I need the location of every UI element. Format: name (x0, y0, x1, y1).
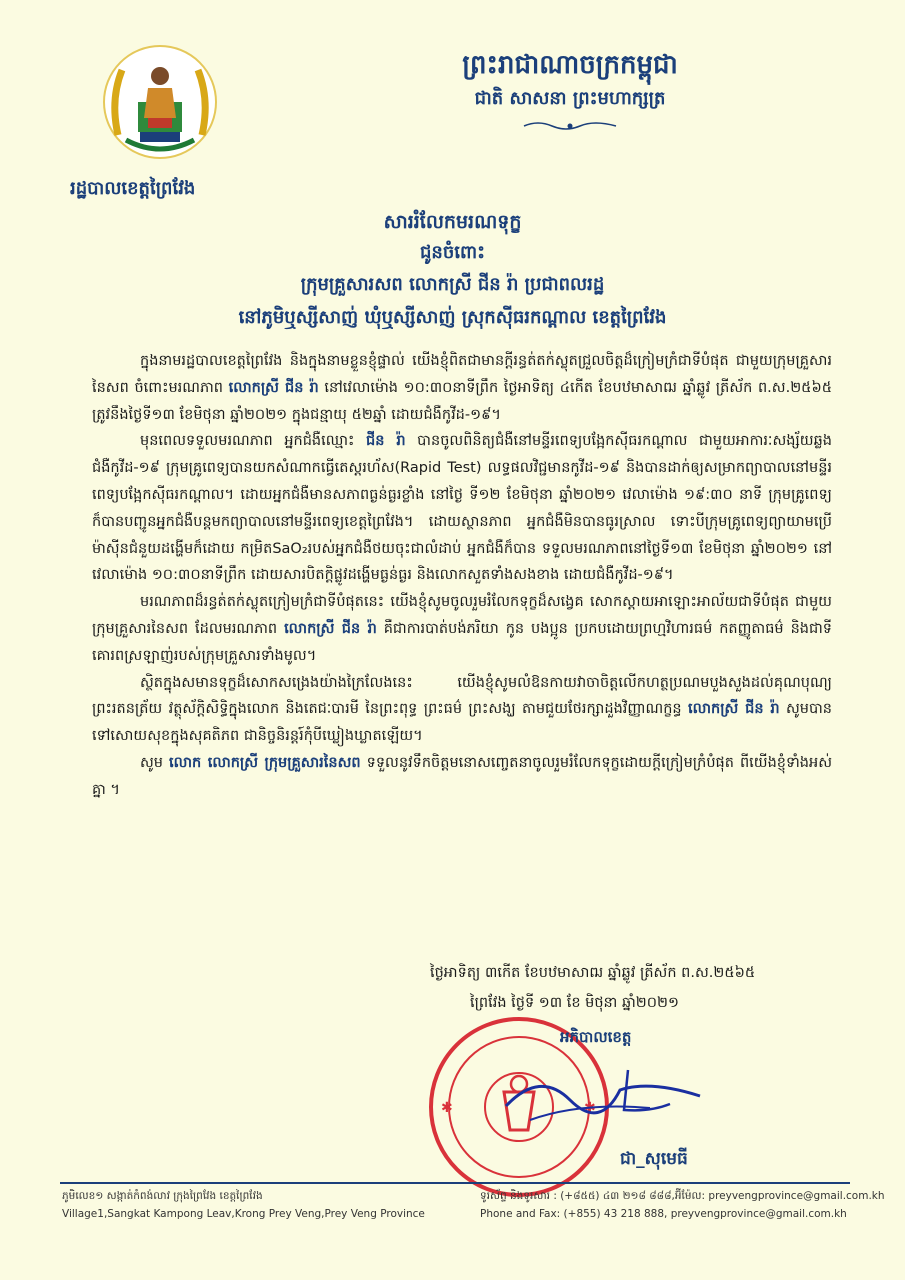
paragraph-3: មរណភាពដ៏រន្ធត់តក់ស្លុតក្រៀមក្រំជាទីបំផុតនេះ យើងខ្ញុំសូមចូលរួមរំលែកទុក្ខដ៏សង្វេគ សោកស្ដាយអាឡោះអាល័យជាទីបំផុត ជាមួយក្រុមគ្រួសារនៃសព ដែលមរណភាព លោកស្រី ជីន រ៉ា គឺជាការបាត់បង់ភរិយា កូន បងប្អូន ប្រកបដោយព្រហ្មវិហារធម៌ កតញ្ញូតាធម៌ និងជាទីគោរពស្រឡាញ់របស់ក្រុមគ្រួសារទាំងមូល។ (92, 594, 832, 664)
footer-divider (60, 1182, 850, 1184)
national-motto: ជាតិ សាសនា ព្រះមហាក្សត្រ (474, 88, 666, 109)
paragraph-1: ក្នុងនាមរដ្ឋបាលខេត្តព្រៃវែង និងក្នុងនាមខ្លួនខ្ញុំផ្ទាល់ យើងខ្ញុំពិតជាមានក្ដីរន្ធត់តក់ស្លុតជ្រួលចិត្តដ៏ក្រៀមក្រំជាទីបំផុត ជាមួយក្រុមគ្រួសារនៃសព ចំពោះមរណភាព លោកស្រី ជីន រ៉ា នៅវេលាម៉ោង ១០:៣០នាទីព្រឹក ថ្ងៃអាទិត្យ ៤កើត ខែបឋមាសាឍ ឆ្នាំឆ្លូវ ត្រីស័ក ព.ស.២៥៦៥ ត្រូវនឹងថ្ងៃទី១៣ ខែមិថុនា ឆ្នាំ២០២១ ក្នុងជន្មាយុ ៥២ឆ្នាំ ដោយជំងឺកូវីដ-១៩។ (92, 353, 832, 423)
svg-text:✱: ✱ (584, 1100, 596, 1116)
footer-address-en: Village1,Sangkat Kampong Leav,Krong Prey Veng,Prey Veng Province (62, 1208, 425, 1220)
handwritten-signature (500, 1050, 720, 1140)
deceased-name: លោកស្រី ជីន រ៉ា (284, 620, 377, 637)
footer-address-km: ភូមិលេខ១ សង្កាត់កំពង់លាវ ក្រុងព្រៃវែង ខេត្តព្រៃវែង (62, 1190, 263, 1202)
deceased-name: លោកស្រី ជីន រ៉ា (688, 701, 780, 718)
signer-name: ជា_សុមេធី (620, 1149, 688, 1169)
addressed-to-label: ជូនចំពោះ (419, 242, 486, 263)
kingdom-heading: ព្រះរាជាណាចក្រកម្ពុជា (462, 50, 678, 80)
footer-phone-en: Phone and Fax: (+855) 43 218 888, preyvengprovince@gmail.com.kh (480, 1208, 847, 1220)
solar-date: ព្រៃវែង ថ្ងៃទី ១៣ ខែ មិថុនា ឆ្នាំ២០២១ (470, 995, 679, 1011)
letter-body (92, 348, 832, 804)
deceased-name: ជីន រ៉ា (365, 433, 406, 450)
lunar-date: ថ្ងៃអាទិត្យ ៣កើត ខែបឋមាសាឍ ឆ្នាំឆ្លូវ ត្រីស័ក ព.ស.២៥៦៥ (430, 965, 756, 981)
svg-text:✱: ✱ (441, 1100, 453, 1116)
paragraph-5: សូម លោក លោកស្រី ក្រុមគ្រួសារនៃសព ទទួលនូវទឹកចិត្តមនោសញ្ចេតនាចូលរួមរំលែកទុក្ខដោយក្ដីក្រៀមក្រំបំផុត ពីយើងខ្ញុំទាំងអស់គ្នា ។ (92, 754, 833, 798)
footer-phone-km: ទូរស័ព្ទ និងទូរសារ : (+៨៥៥) ៤៣ ២១៨ ៨៨៨,អ៊ីម៉ែល: preyvengprovince@gmail.com.kh (480, 1190, 885, 1202)
ornament-divider (520, 120, 620, 132)
issuing-agency: រដ្ឋបាលខេត្តព្រៃវែង (70, 178, 196, 199)
family-recipients: លោក លោកស្រី ក្រុមគ្រួសារនៃសព (169, 754, 361, 771)
provincial-emblem (100, 40, 220, 170)
signer-position: អភិបាលខេត្ត (560, 1028, 632, 1046)
deceased-name: លោកស្រី ជីន រ៉ា (228, 379, 319, 396)
letter-title: សាររំលែកមរណទុក្ខ (383, 211, 522, 233)
recipient-address: នៅភូមិឬស្សីសាញ់ ឃុំឬស្សីសាញ់ ស្រុកស៊ីធរកណ្ដាល ខេត្តព្រៃវែង (238, 307, 667, 328)
paragraph-2: មុនពេលទទួលមរណភាព អ្នកជំងឺឈ្មោះ ជីន រ៉ា បានចូលពិនិត្យជំងឺនៅមន្ទីរពេទ្យបង្អែកស៊ីធរកណ្ដាល ជាមួយអាការៈសង្ស័យឆ្លងជំងឺកូវីដ-១៩ ក្រុមគ្រូពេទ្យបានយកសំណាកធ្វើតេស្តរហ័ស(Rapid Test) លទ្ធផលវិជ្ជមានកូវីដ-១៩ និងបានដាក់ឲ្យសម្រាកព្យាបាលនៅមន្ទីរពេទ្យបង្អែកស៊ីធរកណ្ដាល។ ដោយអ្នកជំងឺមានសភាពធ្ងន់ធ្ងរខ្លាំង នៅថ្ងៃ ទី១២ ខែមិថុនា ឆ្នាំ២០២១ វេលាម៉ោង ១៩:៣០ នាទី ក្រុមគ្រូពេទ្យក៏បានបញ្ជូនអ្នកជំងឺបន្តមកព្យាបាលនៅមន្ទីរពេទ្យខេត្តព្រៃវែង។ ដោយស្ថានភាព អ្នកជំងឺមិនបានធូរស្រាល ទោះបីក្រុមគ្រូពេទ្យព្យាយាមប្រើម៉ាស៊ីនជំនួយដង្ហើមក៏ដោយ កម្រិតSaO₂របស់អ្នកជំងឺថយចុះជាលំដាប់ អ្នកជំងឺក៏បាន ទទួលមរណភាពនៅថ្ងៃទី១៣ ខែមិថុនា ឆ្នាំ២០២១ នៅវេលាម៉ោង ១០:៣០នាទីព្រឹក ដោយសារបិតក្តិផ្លូវដង្ហើមធ្ងន់ធ្ងរ និងលោកសួតទាំងសងខាង ដោយជំងឺកូវីដ-១៩។ (92, 433, 832, 584)
paragraph-4: ស្ថិតក្នុងសមានទុក្ខដ៏សោកសង្រេងយ៉ាងក្រៃលែងនេះ យើងខ្ញុំសូមលំឱនកាយវាចាចិត្តលើកហត្ថប្រណមបួងសួងដល់គុណបុណ្យព្រះរតនត្រ័យ វត្ថុស័ក្តិសិទ្ធិក្នុងលោក និងតេជៈបារមី នៃព្រះពុទ្ធ ព្រះធម៌ ព្រះសង្ឃ តាមជួយថែរក្សាដួងវិញ្ញាណក្ខន្ធ លោកស្រី ជីន រ៉ា សូមបានទៅសោយសុខក្នុងសុគតិភព ជានិច្ចនិរន្តរ៍កុំបីឃ្លៀងឃ្លាតឡើយ។ (92, 674, 832, 745)
recipient-family: ក្រុមគ្រួសារសព លោកស្រី ជីន រ៉ា ប្រជាពលរដ្ឋ (300, 274, 605, 295)
